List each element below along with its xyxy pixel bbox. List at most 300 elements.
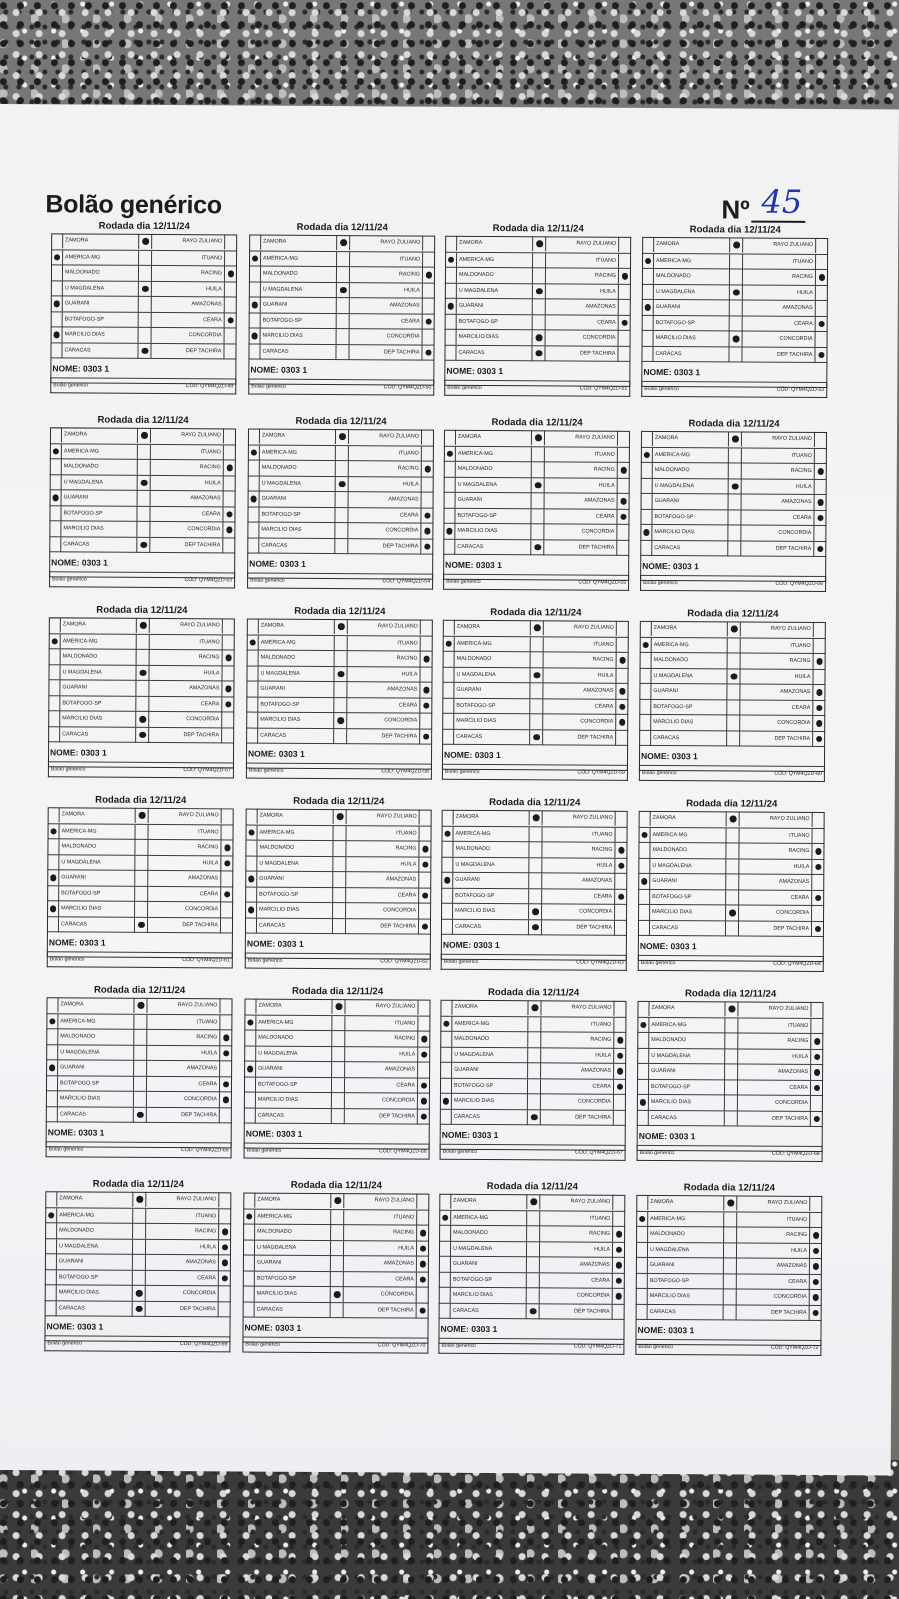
home-pick-cell[interactable]	[248, 429, 260, 444]
draw-pick-cell[interactable]	[331, 1193, 344, 1208]
draw-pick-cell[interactable]	[726, 905, 739, 920]
away-pick-cell[interactable]	[423, 330, 435, 345]
away-pick-cell[interactable]	[225, 282, 237, 297]
draw-pick-cell[interactable]	[335, 651, 348, 666]
away-pick-cell[interactable]	[223, 635, 235, 650]
away-pick-cell[interactable]	[616, 811, 628, 826]
away-pick-cell[interactable]	[221, 856, 233, 871]
draw-pick-cell[interactable]	[531, 524, 544, 539]
away-pick-cell[interactable]	[616, 715, 628, 730]
draw-pick-cell[interactable]	[134, 1061, 147, 1076]
away-pick-cell[interactable]	[619, 315, 631, 330]
draw-pick-cell[interactable]	[533, 330, 546, 345]
home-pick-cell[interactable]	[246, 666, 258, 681]
home-pick-cell[interactable]	[244, 1046, 256, 1061]
away-pick-cell[interactable]	[417, 1241, 429, 1256]
away-pick-cell[interactable]	[222, 697, 234, 712]
away-pick-cell[interactable]	[225, 234, 237, 249]
draw-pick-cell[interactable]	[727, 669, 740, 684]
home-pick-cell[interactable]	[439, 1226, 451, 1241]
away-pick-cell[interactable]	[617, 509, 629, 524]
draw-pick-cell[interactable]	[729, 347, 742, 362]
home-pick-cell[interactable]	[247, 538, 259, 553]
away-pick-cell[interactable]	[614, 1033, 626, 1048]
away-pick-cell[interactable]	[816, 301, 828, 316]
draw-pick-cell[interactable]	[725, 1001, 738, 1016]
away-pick-cell[interactable]	[811, 1080, 823, 1095]
draw-pick-cell[interactable]	[531, 509, 544, 524]
away-pick-cell[interactable]	[617, 525, 629, 540]
draw-pick-cell[interactable]	[134, 1076, 147, 1091]
draw-pick-cell[interactable]	[136, 727, 149, 742]
draw-pick-cell[interactable]	[135, 902, 148, 917]
draw-pick-cell[interactable]	[527, 1211, 540, 1226]
away-pick-cell[interactable]	[423, 314, 435, 329]
draw-pick-cell[interactable]	[134, 1045, 147, 1060]
draw-pick-cell[interactable]	[137, 506, 150, 521]
draw-pick-cell[interactable]	[334, 729, 347, 744]
away-pick-cell[interactable]	[223, 618, 235, 633]
away-pick-cell[interactable]	[614, 1079, 626, 1094]
draw-pick-cell[interactable]	[533, 236, 546, 251]
draw-pick-cell[interactable]	[133, 1192, 146, 1207]
draw-pick-cell[interactable]	[333, 888, 346, 903]
draw-pick-cell[interactable]	[529, 904, 542, 919]
away-pick-cell[interactable]	[418, 1109, 430, 1124]
away-pick-cell[interactable]	[814, 638, 826, 653]
draw-pick-cell[interactable]	[531, 652, 544, 667]
home-pick-cell[interactable]	[637, 1001, 649, 1016]
home-pick-cell[interactable]	[246, 682, 258, 697]
away-pick-cell[interactable]	[615, 920, 627, 935]
home-pick-cell[interactable]	[247, 507, 259, 522]
home-pick-cell[interactable]	[442, 683, 454, 698]
draw-pick-cell[interactable]	[133, 1301, 146, 1316]
draw-pick-cell[interactable]	[331, 1210, 344, 1225]
draw-pick-cell[interactable]	[528, 1110, 541, 1125]
home-pick-cell[interactable]	[50, 475, 62, 490]
home-pick-cell[interactable]	[47, 901, 59, 916]
away-pick-cell[interactable]	[614, 1048, 626, 1063]
away-pick-cell[interactable]	[810, 1243, 822, 1258]
home-pick-cell[interactable]	[445, 268, 457, 283]
draw-pick-cell[interactable]	[337, 283, 350, 298]
draw-pick-cell[interactable]	[138, 428, 151, 443]
home-pick-cell[interactable]	[51, 233, 63, 248]
away-pick-cell[interactable]	[813, 700, 825, 715]
draw-pick-cell[interactable]	[136, 681, 149, 696]
home-pick-cell[interactable]	[442, 810, 454, 825]
away-pick-cell[interactable]	[420, 667, 432, 682]
away-pick-cell[interactable]	[419, 888, 431, 903]
home-pick-cell[interactable]	[49, 521, 61, 536]
draw-pick-cell[interactable]	[138, 444, 151, 459]
away-pick-cell[interactable]	[813, 731, 825, 746]
draw-pick-cell[interactable]	[334, 713, 347, 728]
draw-pick-cell[interactable]	[528, 1048, 541, 1063]
home-pick-cell[interactable]	[245, 887, 257, 902]
home-pick-cell[interactable]	[640, 525, 652, 540]
away-pick-cell[interactable]	[222, 808, 234, 823]
home-pick-cell[interactable]	[441, 873, 453, 888]
home-pick-cell[interactable]	[48, 807, 60, 822]
away-pick-cell[interactable]	[221, 887, 233, 902]
draw-pick-cell[interactable]	[335, 636, 348, 651]
draw-pick-cell[interactable]	[528, 1032, 541, 1047]
home-pick-cell[interactable]	[441, 857, 453, 872]
draw-pick-cell[interactable]	[726, 921, 739, 936]
draw-pick-cell[interactable]	[527, 1304, 540, 1319]
draw-pick-cell[interactable]	[332, 999, 345, 1014]
away-pick-cell[interactable]	[811, 1034, 823, 1049]
home-pick-cell[interactable]	[444, 446, 456, 461]
home-pick-cell[interactable]	[244, 1108, 256, 1123]
draw-pick-cell[interactable]	[337, 329, 350, 344]
home-pick-cell[interactable]	[636, 1258, 648, 1273]
home-pick-cell[interactable]	[49, 506, 61, 521]
draw-pick-cell[interactable]	[726, 828, 739, 843]
away-pick-cell[interactable]	[421, 508, 433, 523]
draw-pick-cell[interactable]	[533, 268, 546, 283]
home-pick-cell[interactable]	[444, 477, 456, 492]
away-pick-cell[interactable]	[613, 1258, 625, 1273]
away-pick-cell[interactable]	[613, 1211, 625, 1226]
away-pick-cell[interactable]	[615, 874, 627, 889]
draw-pick-cell[interactable]	[136, 808, 149, 823]
away-pick-cell[interactable]	[616, 684, 628, 699]
home-pick-cell[interactable]	[440, 1000, 452, 1015]
away-pick-cell[interactable]	[420, 714, 432, 729]
draw-pick-cell[interactable]	[133, 1255, 146, 1270]
draw-pick-cell[interactable]	[337, 252, 350, 267]
away-pick-cell[interactable]	[419, 919, 431, 934]
draw-pick-cell[interactable]	[725, 1049, 738, 1064]
draw-pick-cell[interactable]	[134, 1092, 147, 1107]
home-pick-cell[interactable]	[248, 492, 260, 507]
draw-pick-cell[interactable]	[728, 541, 741, 556]
draw-pick-cell[interactable]	[331, 1287, 344, 1302]
away-pick-cell[interactable]	[219, 1271, 231, 1286]
home-pick-cell[interactable]	[640, 653, 652, 668]
home-pick-cell[interactable]	[249, 313, 261, 328]
away-pick-cell[interactable]	[219, 1286, 231, 1301]
home-pick-cell[interactable]	[445, 252, 457, 267]
home-pick-cell[interactable]	[439, 1241, 451, 1256]
draw-pick-cell[interactable]	[333, 903, 346, 918]
away-pick-cell[interactable]	[618, 463, 630, 478]
home-pick-cell[interactable]	[440, 1063, 452, 1078]
draw-pick-cell[interactable]	[334, 809, 347, 824]
draw-pick-cell[interactable]	[533, 284, 546, 299]
away-pick-cell[interactable]	[613, 1273, 625, 1288]
draw-pick-cell[interactable]	[730, 269, 743, 284]
draw-pick-cell[interactable]	[530, 714, 543, 729]
away-pick-cell[interactable]	[812, 906, 824, 921]
away-pick-cell[interactable]	[617, 621, 629, 636]
draw-pick-cell[interactable]	[135, 840, 148, 855]
home-pick-cell[interactable]	[47, 839, 59, 854]
away-pick-cell[interactable]	[420, 826, 432, 841]
home-pick-cell[interactable]	[249, 235, 261, 250]
draw-pick-cell[interactable]	[335, 508, 348, 523]
away-pick-cell[interactable]	[816, 270, 828, 285]
away-pick-cell[interactable]	[418, 1078, 430, 1093]
away-pick-cell[interactable]	[613, 1242, 625, 1257]
away-pick-cell[interactable]	[614, 1064, 626, 1079]
home-pick-cell[interactable]	[642, 253, 654, 268]
home-pick-cell[interactable]	[243, 1225, 255, 1240]
draw-pick-cell[interactable]	[727, 715, 740, 730]
away-pick-cell[interactable]	[613, 1304, 625, 1319]
away-pick-cell[interactable]	[421, 652, 433, 667]
home-pick-cell[interactable]	[243, 1193, 255, 1208]
away-pick-cell[interactable]	[220, 1108, 232, 1123]
home-pick-cell[interactable]	[639, 699, 651, 714]
away-pick-cell[interactable]	[814, 510, 826, 525]
home-pick-cell[interactable]	[48, 824, 60, 839]
home-pick-cell[interactable]	[45, 1285, 57, 1300]
away-pick-cell[interactable]	[814, 654, 826, 669]
home-pick-cell[interactable]	[47, 886, 59, 901]
home-pick-cell[interactable]	[642, 237, 654, 252]
away-pick-cell[interactable]	[811, 1111, 823, 1126]
away-pick-cell[interactable]	[811, 1049, 823, 1064]
draw-pick-cell[interactable]	[727, 700, 740, 715]
home-pick-cell[interactable]	[50, 490, 62, 505]
draw-pick-cell[interactable]	[532, 430, 545, 445]
draw-pick-cell[interactable]	[529, 920, 542, 935]
home-pick-cell[interactable]	[45, 1254, 57, 1269]
draw-pick-cell[interactable]	[332, 1016, 345, 1031]
draw-pick-cell[interactable]	[138, 460, 151, 475]
draw-pick-cell[interactable]	[533, 253, 546, 268]
home-pick-cell[interactable]	[246, 809, 258, 824]
draw-pick-cell[interactable]	[138, 343, 151, 358]
home-pick-cell[interactable]	[443, 652, 455, 667]
draw-pick-cell[interactable]	[730, 254, 743, 269]
home-pick-cell[interactable]	[247, 635, 259, 650]
away-pick-cell[interactable]	[220, 1061, 232, 1076]
home-pick-cell[interactable]	[249, 329, 261, 344]
home-pick-cell[interactable]	[243, 1271, 255, 1286]
away-pick-cell[interactable]	[813, 716, 825, 731]
home-pick-cell[interactable]	[442, 667, 454, 682]
away-pick-cell[interactable]	[422, 430, 434, 445]
home-pick-cell[interactable]	[243, 1287, 255, 1302]
away-pick-cell[interactable]	[223, 538, 235, 553]
draw-pick-cell[interactable]	[334, 826, 347, 841]
away-pick-cell[interactable]	[618, 431, 630, 446]
home-pick-cell[interactable]	[641, 346, 653, 361]
draw-pick-cell[interactable]	[730, 300, 743, 315]
away-pick-cell[interactable]	[220, 1077, 232, 1092]
away-pick-cell[interactable]	[421, 620, 433, 635]
away-pick-cell[interactable]	[219, 1302, 231, 1317]
draw-pick-cell[interactable]	[729, 463, 742, 478]
away-pick-cell[interactable]	[418, 1094, 430, 1109]
draw-pick-cell[interactable]	[337, 314, 350, 329]
away-pick-cell[interactable]	[812, 875, 824, 890]
draw-pick-cell[interactable]	[133, 1208, 146, 1223]
away-pick-cell[interactable]	[421, 524, 433, 539]
draw-pick-cell[interactable]	[139, 250, 152, 265]
away-pick-cell[interactable]	[224, 445, 236, 460]
away-pick-cell[interactable]	[219, 1209, 231, 1224]
away-pick-cell[interactable]	[219, 1192, 231, 1207]
away-pick-cell[interactable]	[619, 253, 631, 268]
away-pick-cell[interactable]	[222, 681, 234, 696]
draw-pick-cell[interactable]	[138, 491, 151, 506]
home-pick-cell[interactable]	[247, 651, 259, 666]
draw-pick-cell[interactable]	[527, 1242, 540, 1257]
draw-pick-cell[interactable]	[728, 525, 741, 540]
home-pick-cell[interactable]	[641, 463, 653, 478]
draw-pick-cell[interactable]	[528, 1079, 541, 1094]
draw-pick-cell[interactable]	[134, 998, 147, 1013]
draw-pick-cell[interactable]	[335, 539, 348, 554]
away-pick-cell[interactable]	[221, 918, 233, 933]
draw-pick-cell[interactable]	[725, 1095, 738, 1110]
draw-pick-cell[interactable]	[725, 1111, 738, 1126]
draw-pick-cell[interactable]	[134, 1014, 147, 1029]
away-pick-cell[interactable]	[419, 842, 431, 857]
draw-pick-cell[interactable]	[134, 1107, 147, 1122]
draw-pick-cell[interactable]	[529, 842, 542, 857]
away-pick-cell[interactable]	[811, 1002, 823, 1017]
home-pick-cell[interactable]	[47, 917, 59, 932]
away-pick-cell[interactable]	[618, 478, 630, 493]
draw-pick-cell[interactable]	[533, 299, 546, 314]
away-pick-cell[interactable]	[618, 494, 630, 509]
draw-pick-cell[interactable]	[336, 345, 349, 360]
away-pick-cell[interactable]	[815, 432, 827, 447]
away-pick-cell[interactable]	[220, 998, 232, 1013]
home-pick-cell[interactable]	[439, 1257, 451, 1272]
away-pick-cell[interactable]	[617, 637, 629, 652]
draw-pick-cell[interactable]	[136, 712, 149, 727]
away-pick-cell[interactable]	[615, 889, 627, 904]
away-pick-cell[interactable]	[420, 698, 432, 713]
home-pick-cell[interactable]	[243, 1209, 255, 1224]
home-pick-cell[interactable]	[638, 858, 650, 873]
home-pick-cell[interactable]	[46, 1060, 58, 1075]
away-pick-cell[interactable]	[420, 729, 432, 744]
away-pick-cell[interactable]	[812, 828, 824, 843]
draw-pick-cell[interactable]	[530, 699, 543, 714]
away-pick-cell[interactable]	[812, 890, 824, 905]
home-pick-cell[interactable]	[45, 1301, 57, 1316]
home-pick-cell[interactable]	[640, 637, 652, 652]
home-pick-cell[interactable]	[640, 509, 652, 524]
draw-pick-cell[interactable]	[334, 682, 347, 697]
away-pick-cell[interactable]	[223, 522, 235, 537]
away-pick-cell[interactable]	[615, 905, 627, 920]
home-pick-cell[interactable]	[246, 825, 258, 840]
draw-pick-cell[interactable]	[727, 731, 740, 746]
away-pick-cell[interactable]	[811, 1096, 823, 1111]
away-pick-cell[interactable]	[815, 347, 827, 362]
home-pick-cell[interactable]	[636, 1211, 648, 1226]
draw-pick-cell[interactable]	[527, 1194, 540, 1209]
home-pick-cell[interactable]	[641, 478, 653, 493]
away-pick-cell[interactable]	[815, 479, 827, 494]
away-pick-cell[interactable]	[619, 331, 631, 346]
draw-pick-cell[interactable]	[527, 1273, 540, 1288]
draw-pick-cell[interactable]	[135, 886, 148, 901]
home-pick-cell[interactable]	[444, 462, 456, 477]
draw-pick-cell[interactable]	[133, 1224, 146, 1239]
draw-pick-cell[interactable]	[139, 266, 152, 281]
draw-pick-cell[interactable]	[724, 1243, 737, 1258]
away-pick-cell[interactable]	[224, 476, 236, 491]
away-pick-cell[interactable]	[417, 1288, 429, 1303]
draw-pick-cell[interactable]	[139, 234, 152, 249]
draw-pick-cell[interactable]	[138, 475, 151, 490]
home-pick-cell[interactable]	[639, 684, 651, 699]
draw-pick-cell[interactable]	[531, 620, 544, 635]
draw-pick-cell[interactable]	[726, 859, 739, 874]
draw-pick-cell[interactable]	[727, 811, 740, 826]
home-pick-cell[interactable]	[249, 298, 261, 313]
home-pick-cell[interactable]	[442, 826, 454, 841]
home-pick-cell[interactable]	[248, 344, 260, 359]
home-pick-cell[interactable]	[48, 680, 60, 695]
home-pick-cell[interactable]	[444, 493, 456, 508]
draw-pick-cell[interactable]	[337, 298, 350, 313]
draw-pick-cell[interactable]	[332, 1109, 345, 1124]
away-pick-cell[interactable]	[417, 1257, 429, 1272]
away-pick-cell[interactable]	[417, 1194, 429, 1209]
away-pick-cell[interactable]	[814, 541, 826, 556]
away-pick-cell[interactable]	[616, 730, 628, 745]
draw-pick-cell[interactable]	[331, 1241, 344, 1256]
draw-pick-cell[interactable]	[532, 447, 545, 462]
draw-pick-cell[interactable]	[730, 237, 743, 252]
away-pick-cell[interactable]	[223, 650, 235, 665]
draw-pick-cell[interactable]	[726, 874, 739, 889]
away-pick-cell[interactable]	[223, 507, 235, 522]
draw-pick-cell[interactable]	[334, 698, 347, 713]
away-pick-cell[interactable]	[614, 1095, 626, 1110]
home-pick-cell[interactable]	[50, 444, 62, 459]
draw-pick-cell[interactable]	[724, 1274, 737, 1289]
away-pick-cell[interactable]	[810, 1196, 822, 1211]
away-pick-cell[interactable]	[423, 252, 435, 267]
draw-pick-cell[interactable]	[726, 890, 739, 905]
home-pick-cell[interactable]	[50, 343, 62, 358]
away-pick-cell[interactable]	[813, 812, 825, 827]
away-pick-cell[interactable]	[815, 448, 827, 463]
home-pick-cell[interactable]	[443, 524, 455, 539]
away-pick-cell[interactable]	[220, 1015, 232, 1030]
home-pick-cell[interactable]	[244, 1031, 256, 1046]
away-pick-cell[interactable]	[423, 236, 435, 251]
home-pick-cell[interactable]	[442, 698, 454, 713]
draw-pick-cell[interactable]	[730, 331, 743, 346]
home-pick-cell[interactable]	[443, 636, 455, 651]
draw-pick-cell[interactable]	[532, 462, 545, 477]
home-pick-cell[interactable]	[639, 827, 651, 842]
away-pick-cell[interactable]	[220, 1030, 232, 1045]
home-pick-cell[interactable]	[245, 903, 257, 918]
away-pick-cell[interactable]	[222, 712, 234, 727]
draw-pick-cell[interactable]	[139, 328, 152, 343]
home-pick-cell[interactable]	[638, 874, 650, 889]
home-pick-cell[interactable]	[445, 314, 457, 329]
draw-pick-cell[interactable]	[133, 1239, 146, 1254]
away-pick-cell[interactable]	[614, 1110, 626, 1125]
home-pick-cell[interactable]	[636, 1242, 648, 1257]
